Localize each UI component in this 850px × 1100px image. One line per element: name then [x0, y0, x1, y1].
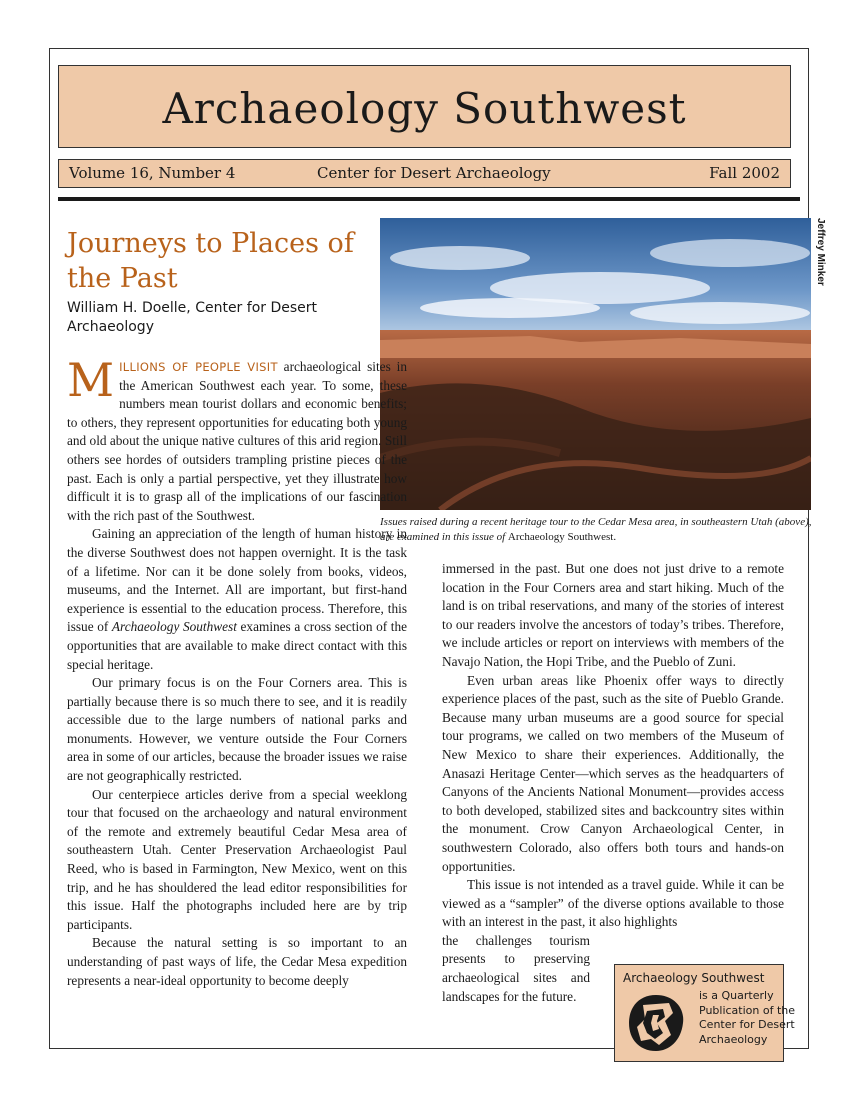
info-line: Publication of the	[699, 1003, 796, 1017]
info-box-title: Archaeology Southwest	[623, 971, 765, 985]
volume-number: Volume 16, Number 4	[69, 164, 236, 182]
lead-in: ILLIONS OF PEOPLE VISIT	[119, 360, 278, 374]
paragraph-2-text-b: examines a cross section of the opportunities that are available to make direct contact with this special heritage.	[67, 619, 408, 672]
article-column-2	[442, 560, 784, 1006]
publication-info-box	[614, 964, 796, 1062]
masthead-title: Archaeology Southwest	[162, 84, 687, 133]
paragraph-3: Our primary focus is on the Four Corners area. This is partially because there is so much there to see, and it is readily accessible due to the large numbers of national parks and monuments. However, we venture outside the Four Corners area in some of our articles, because the broader issues we raise are not geographically restricted.	[67, 675, 407, 784]
masthead	[58, 65, 791, 148]
issue-season: Fall 2002	[709, 164, 780, 182]
info-line: Center for Desert	[699, 1018, 795, 1031]
drop-cap: M	[67, 353, 115, 407]
paragraph-1-text: archaeological sites in the American Southwest each year. To some, these numbers mean tourist dollars and economic benefits; to others, they represent opportunities for educating both young and old about the unique native cultures of this arid region. Still others see hordes of outsiders trampling pristine pieces of the past. Each is only a partial perspective, yet they illustrate how difficult it is to grasp all of the implications of our fascination with the rich past of the Southwest.	[67, 359, 407, 523]
paragraph-8-tail: the challenges tourism presents to preserving archaeological sites and landscapes for the future.	[442, 932, 590, 1004]
article-headline: Journeys to Places of the Past	[67, 228, 354, 294]
info-line: is a Quarterly	[699, 989, 774, 1002]
paragraph-8: This issue is not intended as a travel guide. While it can be viewed as a “sampler” of the diverse options available to those with an interest in the past, it also highlights	[442, 877, 784, 930]
info-box-lines	[699, 989, 795, 1047]
paragraph-2-text-a: Gaining an appreciation of the length of human history in the diverse Southwest does not happen overnight. It is the task of a lifetime. Nor can it be done solely from books, videos, museums, and the Internet. All are important, but first-hand experience is essential to the education process. Therefore, this issue of	[67, 526, 407, 635]
photo-credit: Jeffrey Minker	[815, 218, 826, 286]
paragraph-1	[67, 353, 407, 525]
paragraph-6: immersed in the past. But one does not just drive to a remote location in the Four Corners area and start hiking. Much of the land is on tribal reservations, and many of the stories of interest to our readers involve the ancestors of today’s tribes. Therefore, we include articles or report on interviews with members of the Navajo Nation, the Hopi Tribe, and the Pueblo of Zuni.	[442, 561, 784, 669]
paragraph-4: Our centerpiece articles derive from a special weeklong tour that focused on the archaeology and natural environment of the remote and extremely beautiful Cedar Mesa area of southeastern Utah. Center Preservation Archaeologist Paul Reed, who is based in Farmington, New Mexico, went on this trip, and he has shouldered the lead editor responsibilities for this issue. Half the photographs included here are by trip participants.	[67, 786, 407, 932]
paragraph-2	[67, 525, 407, 674]
center-logo-icon	[623, 991, 689, 1055]
publication-title: Archaeology Southwest	[111, 619, 237, 635]
header-rule	[58, 197, 800, 201]
caption-text: Issues raised during a recent heritage tour to the Cedar Mesa area, in southeastern Utah (above), are examined in this issue of	[380, 516, 812, 543]
paragraph-7: Even urban areas like Phoenix offer ways to directly experience places of the past, such as the site of Pueblo Grande. Because many urban museums are a good source for special tour programs, we called on two members of the Museum of New Mexico to share their experiences. Additionally, the Anasazi Heritage Center—which serves as the headquarters of Canyons of the Ancients National Monument—provides access to both developed, stabilized sites and backcountry sites within the monument. Crow Canyon Archaeological Center, in southwestern Colorado, also offers both tours and hands-on opportunities.	[442, 672, 784, 874]
volume-bar	[58, 159, 791, 188]
article-column-1	[67, 353, 408, 990]
info-line: Archaeology	[699, 1032, 768, 1046]
publisher-name: Center for Desert Archaeology	[317, 164, 551, 182]
paragraph-5: Because the natural setting is so important to an understanding of past ways of life, the Cedar Mesa expedition represents a near-ideal opportunity to become deeply	[67, 935, 407, 988]
caption-publication: Archaeology Southwest.	[507, 531, 617, 543]
cedar-mesa-photo	[380, 218, 811, 510]
photo-caption	[380, 515, 812, 545]
article-byline: William H. Doelle, Center for Desert Archaeology	[67, 300, 318, 335]
